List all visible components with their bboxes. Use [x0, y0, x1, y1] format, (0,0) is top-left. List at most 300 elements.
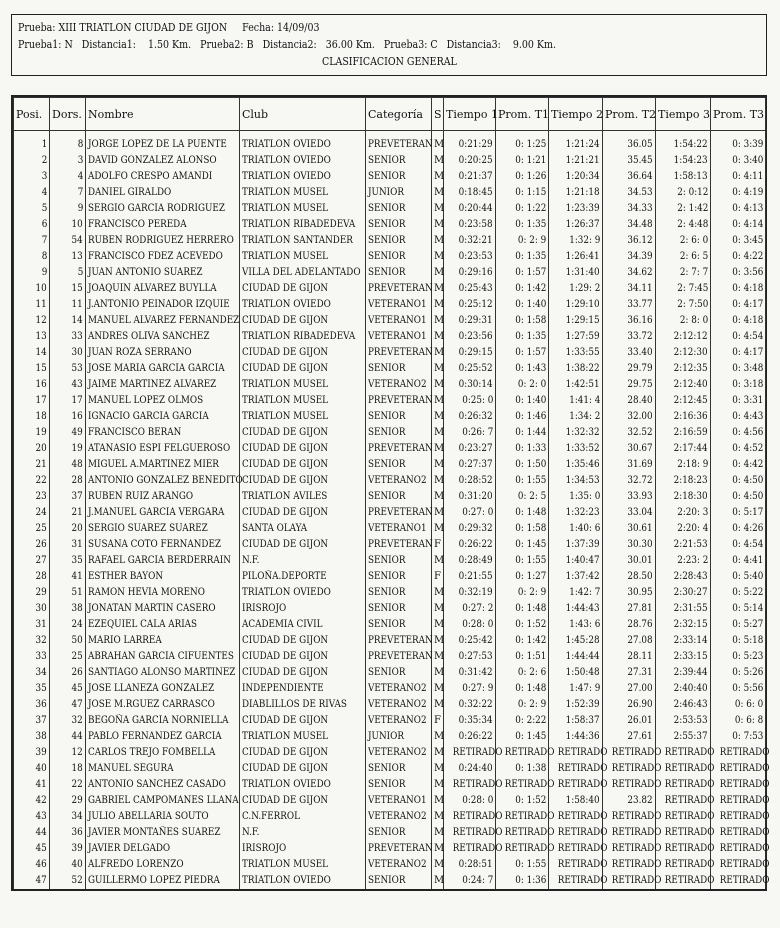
cell-avg-t2: 32.00 — [603, 409, 656, 425]
cell-time2: 1:40:47 — [549, 553, 603, 569]
cell-sex: M — [432, 617, 444, 633]
cell-time3: 2:18:30 — [656, 489, 711, 505]
cell-position: 3 — [14, 169, 50, 185]
cell-avg-t1: 0: 1:21 — [496, 153, 549, 169]
cell-position: 39 — [14, 745, 50, 761]
cell-club: TRIATLON RIBADEDEVA — [240, 329, 366, 345]
cell-category: VETERANO2 — [366, 745, 432, 761]
cell-avg-t1: 0: 1:26 — [496, 169, 549, 185]
cell-avg-t2: 33.40 — [603, 345, 656, 361]
cell-avg-t2: RETIRADO — [603, 809, 656, 825]
cell-name: JOSE LLANEZA GONZALEZ — [86, 681, 240, 697]
cell-name: MARIO LARREA — [86, 633, 240, 649]
cell-time2: 1:50:48 — [549, 665, 603, 681]
cell-avg-t1: 0: 1:40 — [496, 297, 549, 313]
table-row — [14, 441, 766, 457]
cell-avg-t2: RETIRADO — [603, 745, 656, 761]
cell-bib: 41 — [50, 569, 86, 585]
table-row — [14, 345, 766, 361]
cell-avg-t3: 0: 4:17 — [711, 297, 766, 313]
cell-time1: 0:28: 0 — [444, 793, 496, 809]
cell-time3: 2:20: 3 — [656, 505, 711, 521]
cell-time3: 2:32:15 — [656, 617, 711, 633]
cell-name: BEGOÑA GARCIA NORNIELLA — [86, 713, 240, 729]
cell-club: TRIATLON SANTANDER — [240, 233, 366, 249]
cell-time3: 2:46:43 — [656, 697, 711, 713]
cell-avg-t1: 0: 1:36 — [496, 873, 549, 889]
cell-sex: M — [432, 409, 444, 425]
cell-club: TRIATLON OVIEDO — [240, 297, 366, 313]
cell-position: 4 — [14, 185, 50, 201]
cell-avg-t2: RETIRADO — [603, 873, 656, 889]
cell-avg-t2: 27.31 — [603, 665, 656, 681]
cell-club: CIUDAD DE GIJON — [240, 457, 366, 473]
cell-time2: 1:38:22 — [549, 361, 603, 377]
cell-bib: 18 — [50, 761, 86, 777]
cell-position: 1 — [14, 131, 50, 154]
cell-avg-t3: 0: 5:14 — [711, 601, 766, 617]
cell-name: ALFREDO LORENZO — [86, 857, 240, 873]
cell-category: PREVETERAN — [366, 505, 432, 521]
table-row — [14, 713, 766, 729]
cell-avg-t3: 0: 6: 0 — [711, 697, 766, 713]
cell-time3: 2:18: 9 — [656, 457, 711, 473]
cell-time3: 1:58:13 — [656, 169, 711, 185]
cell-time3: 2: 4:48 — [656, 217, 711, 233]
cell-sex: M — [432, 441, 444, 457]
cell-avg-t3: 0: 5:17 — [711, 505, 766, 521]
cell-time1: 0:31:20 — [444, 489, 496, 505]
cell-sex: M — [432, 809, 444, 825]
cell-sex: M — [432, 793, 444, 809]
cell-club: TRIATLON MUSEL — [240, 857, 366, 873]
cell-time1: 0:28:49 — [444, 553, 496, 569]
table-row — [14, 281, 766, 297]
cell-time3: 2:12:35 — [656, 361, 711, 377]
cell-avg-t3: 0: 4:43 — [711, 409, 766, 425]
cell-name: ADOLFO CRESPO AMANDI — [86, 169, 240, 185]
cell-avg-t1: 0: 1:57 — [496, 265, 549, 281]
cell-avg-t1: 0: 2: 9 — [496, 585, 549, 601]
cell-name: GUILLERMO LOPEZ PIEDRA — [86, 873, 240, 889]
cell-avg-t2: 28.50 — [603, 569, 656, 585]
cell-avg-t3: 0: 6: 8 — [711, 713, 766, 729]
cell-avg-t3: 0: 4:54 — [711, 329, 766, 345]
cell-time2: 1:21:21 — [549, 153, 603, 169]
cell-name: RUBEN RODRIGUEZ HERRERO — [86, 233, 240, 249]
cell-bib: 47 — [50, 697, 86, 713]
cell-time1: 0:32:19 — [444, 585, 496, 601]
cell-time3: 1:54:22 — [656, 131, 711, 154]
cell-category: SENIOR — [366, 825, 432, 841]
cell-time1: 0:20:25 — [444, 153, 496, 169]
cell-position: 44 — [14, 825, 50, 841]
cell-club: CIUDAD DE GIJON — [240, 425, 366, 441]
cell-category: SENIOR — [366, 153, 432, 169]
table-row — [14, 537, 766, 553]
cell-time1: 0:29:32 — [444, 521, 496, 537]
cell-position: 27 — [14, 553, 50, 569]
cell-time2: 1:23:39 — [549, 201, 603, 217]
cell-time1: 0:26: 7 — [444, 425, 496, 441]
cell-club: N.F. — [240, 825, 366, 841]
cell-time3: RETIRADO — [656, 809, 711, 825]
cell-position: 16 — [14, 377, 50, 393]
cell-club: TRIATLON OVIEDO — [240, 585, 366, 601]
cell-time1: 0:32:21 — [444, 233, 496, 249]
cell-time2: 1:34:53 — [549, 473, 603, 489]
cell-bib: 29 — [50, 793, 86, 809]
cell-avg-t3: RETIRADO — [711, 857, 766, 873]
cell-sex: M — [432, 153, 444, 169]
cell-time1: 0:23:53 — [444, 249, 496, 265]
cell-avg-t2: 34.53 — [603, 185, 656, 201]
cell-avg-t3: 0: 4:41 — [711, 553, 766, 569]
cell-avg-t1: 0: 1:45 — [496, 537, 549, 553]
cell-category: VETERANO2 — [366, 377, 432, 393]
cell-bib: 54 — [50, 233, 86, 249]
cell-name: JONATAN MARTIN CASERO — [86, 601, 240, 617]
cell-category: SENIOR — [366, 457, 432, 473]
column-header-avg-t3: Prom. T3 — [711, 98, 766, 131]
cell-avg-t2: RETIRADO — [603, 825, 656, 841]
table-row — [14, 201, 766, 217]
cell-time2: 1:29:10 — [549, 297, 603, 313]
table-row — [14, 761, 766, 777]
cell-avg-t1: 0: 1:15 — [496, 185, 549, 201]
cell-club: IRISROJO — [240, 601, 366, 617]
cell-name: JOSE M.RGUEZ CARRASCO — [86, 697, 240, 713]
cell-bib: 51 — [50, 585, 86, 601]
table-header-row — [14, 98, 766, 131]
cell-bib: 14 — [50, 313, 86, 329]
cell-sex: M — [432, 281, 444, 297]
cell-sex: M — [432, 649, 444, 665]
cell-time3: 2:17:44 — [656, 441, 711, 457]
cell-avg-t2: RETIRADO — [603, 841, 656, 857]
cell-time3: RETIRADO — [656, 761, 711, 777]
cell-name: SUSANA COTO FERNANDEZ — [86, 537, 240, 553]
cell-category: SENIOR — [366, 201, 432, 217]
cell-avg-t2: 33.77 — [603, 297, 656, 313]
cell-time3: 2: 6: 0 — [656, 233, 711, 249]
table-row — [14, 857, 766, 873]
cell-time2: 1:26:37 — [549, 217, 603, 233]
cell-avg-t3: 0: 5:22 — [711, 585, 766, 601]
cell-bib: 7 — [50, 185, 86, 201]
table-row — [14, 745, 766, 761]
cell-club: CIUDAD DE GIJON — [240, 745, 366, 761]
cell-time2: 1:32:23 — [549, 505, 603, 521]
cell-time2: 1:29:15 — [549, 313, 603, 329]
cell-bib: 12 — [50, 745, 86, 761]
cell-bib: 17 — [50, 393, 86, 409]
cell-avg-t2: 30.95 — [603, 585, 656, 601]
cell-sex: M — [432, 217, 444, 233]
cell-sex: M — [432, 489, 444, 505]
cell-time3: 2:39:44 — [656, 665, 711, 681]
cell-avg-t1: 0: 1:35 — [496, 329, 549, 345]
cell-avg-t2: 27.08 — [603, 633, 656, 649]
cell-avg-t2: 34.11 — [603, 281, 656, 297]
cell-time2: 1:44:36 — [549, 729, 603, 745]
cell-bib: 10 — [50, 217, 86, 233]
cell-position: 41 — [14, 777, 50, 793]
cell-avg-t3: 0: 5:18 — [711, 633, 766, 649]
cell-time3: 2: 7:50 — [656, 297, 711, 313]
cell-avg-t2: 27.00 — [603, 681, 656, 697]
cell-bib: 45 — [50, 681, 86, 697]
cell-club: TRIATLON AVILES — [240, 489, 366, 505]
cell-club: CIUDAD DE GIJON — [240, 441, 366, 457]
cell-bib: 4 — [50, 169, 86, 185]
cell-avg-t1: 0: 1:45 — [496, 729, 549, 745]
cell-category: SENIOR — [366, 489, 432, 505]
column-header-avg-t1: Prom. T1 — [496, 98, 549, 131]
cell-time2: 1:58:37 — [549, 713, 603, 729]
cell-name: JORGE LOPEZ DE LA PUENTE — [86, 131, 240, 154]
cell-category: VETERANO2 — [366, 809, 432, 825]
cell-avg-t3: 0: 5:23 — [711, 649, 766, 665]
cell-club: SANTA OLAYA — [240, 521, 366, 537]
table-row — [14, 553, 766, 569]
cell-avg-t1: 0: 2: 9 — [496, 233, 549, 249]
cell-sex: M — [432, 697, 444, 713]
table-row — [14, 377, 766, 393]
cell-time3: 2:21:53 — [656, 537, 711, 553]
cell-time2: 1:40: 6 — [549, 521, 603, 537]
cell-name: JOAQUIN ALVAREZ BUYLLA — [86, 281, 240, 297]
cell-category: JUNIOR — [366, 185, 432, 201]
cell-time1: 0:23:27 — [444, 441, 496, 457]
cell-time3: RETIRADO — [656, 777, 711, 793]
cell-name: SANTIAGO ALONSO MARTINEZ — [86, 665, 240, 681]
cell-position: 46 — [14, 857, 50, 873]
cell-sex: M — [432, 777, 444, 793]
cell-time1: 0:25:43 — [444, 281, 496, 297]
cell-avg-t2: 33.93 — [603, 489, 656, 505]
table-row — [14, 777, 766, 793]
cell-club: TRIATLON MUSEL — [240, 185, 366, 201]
cell-avg-t2: RETIRADO — [603, 761, 656, 777]
cell-avg-t2: 34.33 — [603, 201, 656, 217]
cell-avg-t3: 0: 4:18 — [711, 313, 766, 329]
cell-sex: M — [432, 825, 444, 841]
cell-time2: 1:34: 2 — [549, 409, 603, 425]
cell-avg-t1: 0: 1:55 — [496, 473, 549, 489]
cell-bib: 49 — [50, 425, 86, 441]
cell-sex: M — [432, 553, 444, 569]
table-row — [14, 489, 766, 505]
cell-category: SENIOR — [366, 169, 432, 185]
cell-time1: RETIRADO — [444, 825, 496, 841]
cell-time3: RETIRADO — [656, 825, 711, 841]
cell-club: CIUDAD DE GIJON — [240, 361, 366, 377]
table-row — [14, 185, 766, 201]
cell-name: RAMON HEVIA MORENO — [86, 585, 240, 601]
cell-position: 6 — [14, 217, 50, 233]
cell-name: RUBEN RUIZ ARANGO — [86, 489, 240, 505]
cell-avg-t1: 0: 1:42 — [496, 281, 549, 297]
cell-name: JUAN ANTONIO SUAREZ — [86, 265, 240, 281]
cell-club: TRIATLON MUSEL — [240, 201, 366, 217]
cell-club: DIABLILLOS DE RIVAS — [240, 697, 366, 713]
cell-club: ACADEMIA CIVIL — [240, 617, 366, 633]
cell-time2: RETIRADO — [549, 873, 603, 889]
cell-time1: 0:24:40 — [444, 761, 496, 777]
cell-avg-t2: 30.30 — [603, 537, 656, 553]
cell-avg-t3: 0: 4:18 — [711, 281, 766, 297]
cell-club: TRIATLON MUSEL — [240, 409, 366, 425]
table-row — [14, 425, 766, 441]
cell-time1: 0:21:55 — [444, 569, 496, 585]
cell-avg-t3: 0: 3:18 — [711, 377, 766, 393]
cell-name: FRANCISCO PEREDA — [86, 217, 240, 233]
cell-time2: 1:33:52 — [549, 441, 603, 457]
cell-time1: RETIRADO — [444, 777, 496, 793]
cell-position: 18 — [14, 409, 50, 425]
table-row — [14, 601, 766, 617]
cell-position: 21 — [14, 457, 50, 473]
cell-position: 23 — [14, 489, 50, 505]
cell-time3: 2: 1:42 — [656, 201, 711, 217]
cell-sex: M — [432, 361, 444, 377]
cell-time3: 2:18:23 — [656, 473, 711, 489]
cell-time1: 0:25: 0 — [444, 393, 496, 409]
cell-name: JOSE MARIA GARCIA GARCIA — [86, 361, 240, 377]
cell-position: 14 — [14, 345, 50, 361]
cell-bib: 11 — [50, 297, 86, 313]
cell-sex: F — [432, 569, 444, 585]
cell-club: TRIATLON OVIEDO — [240, 777, 366, 793]
cell-club: TRIATLON OVIEDO — [240, 153, 366, 169]
cell-avg-t1: 0: 1:22 — [496, 201, 549, 217]
cell-time2: 1:31:40 — [549, 265, 603, 281]
cell-bib: 5 — [50, 265, 86, 281]
cell-bib: 50 — [50, 633, 86, 649]
cell-category: SENIOR — [366, 569, 432, 585]
column-header-sex: S — [432, 98, 444, 131]
cell-avg-t2: 36.05 — [603, 131, 656, 154]
cell-sex: M — [432, 505, 444, 521]
cell-avg-t2: RETIRADO — [603, 857, 656, 873]
cell-name: MANUEL ALVAREZ FERNANDEZ — [86, 313, 240, 329]
cell-avg-t3: 0: 4:42 — [711, 457, 766, 473]
cell-sex: M — [432, 633, 444, 649]
cell-time2: RETIRADO — [549, 857, 603, 873]
cell-club: TRIATLON MUSEL — [240, 249, 366, 265]
cell-sex: M — [432, 169, 444, 185]
table-row — [14, 457, 766, 473]
cell-avg-t3: 0: 5:56 — [711, 681, 766, 697]
cell-position: 43 — [14, 809, 50, 825]
cell-avg-t2: 28.11 — [603, 649, 656, 665]
table-row — [14, 825, 766, 841]
cell-time1: 0:27:37 — [444, 457, 496, 473]
cell-time2: 1:21:24 — [549, 131, 603, 154]
cell-sex: M — [432, 521, 444, 537]
cell-club: TRIATLON OVIEDO — [240, 169, 366, 185]
table-row — [14, 841, 766, 857]
cell-position: 8 — [14, 249, 50, 265]
cell-avg-t1: 0: 2:22 — [496, 713, 549, 729]
cell-position: 9 — [14, 265, 50, 281]
cell-avg-t2: 30.61 — [603, 521, 656, 537]
cell-name: ANTONIO SANCHEZ CASADO — [86, 777, 240, 793]
cell-club: TRIATLON RIBADEDEVA — [240, 217, 366, 233]
cell-sex: M — [432, 681, 444, 697]
table-row — [14, 809, 766, 825]
cell-avg-t2: 34.62 — [603, 265, 656, 281]
cell-avg-t3: 0: 4:13 — [711, 201, 766, 217]
cell-time2: 1:21:18 — [549, 185, 603, 201]
cell-time1: 0:20:44 — [444, 201, 496, 217]
cell-avg-t3: 0: 4:17 — [711, 345, 766, 361]
cell-position: 11 — [14, 297, 50, 313]
cell-time3: 2:16:59 — [656, 425, 711, 441]
cell-time3: 2:31:55 — [656, 601, 711, 617]
cell-avg-t1: 0: 1:43 — [496, 361, 549, 377]
cell-name: MANUEL LOPEZ OLMOS — [86, 393, 240, 409]
column-header-club: Club — [240, 98, 366, 131]
cell-time3: RETIRADO — [656, 857, 711, 873]
cell-category: SENIOR — [366, 265, 432, 281]
cell-avg-t3: 0: 4:50 — [711, 489, 766, 505]
cell-sex: M — [432, 729, 444, 745]
cell-time2: 1:44:43 — [549, 601, 603, 617]
cell-position: 2 — [14, 153, 50, 169]
cell-time3: 2:33:14 — [656, 633, 711, 649]
table-row — [14, 633, 766, 649]
cell-sex: M — [432, 585, 444, 601]
table-row — [14, 569, 766, 585]
cell-bib: 52 — [50, 873, 86, 889]
cell-category: SENIOR — [366, 425, 432, 441]
cell-avg-t3: RETIRADO — [711, 793, 766, 809]
cell-category: SENIOR — [366, 409, 432, 425]
cell-time3: 1:54:23 — [656, 153, 711, 169]
cell-name: J.ANTONIO PEINADOR IZQUIE — [86, 297, 240, 313]
cell-sex: M — [432, 131, 444, 154]
cell-time1: 0:18:45 — [444, 185, 496, 201]
cell-category: JUNIOR — [366, 729, 432, 745]
cell-time1: 0:21:37 — [444, 169, 496, 185]
cell-bib: 22 — [50, 777, 86, 793]
cell-time3: 2: 8: 0 — [656, 313, 711, 329]
cell-name: SERGIO GARCIA RODRIGUEZ — [86, 201, 240, 217]
cell-bib: 33 — [50, 329, 86, 345]
race-title-line: Prueba: XIII TRIATLON CIUDAD DE GIJON Fecha: 14/09/03 — [18, 21, 320, 34]
cell-time3: 2:12:40 — [656, 377, 711, 393]
cell-time1: RETIRADO — [444, 841, 496, 857]
cell-category: VETERANO1 — [366, 313, 432, 329]
table-row — [14, 505, 766, 521]
cell-category: PREVETERAN — [366, 841, 432, 857]
cell-avg-t3: RETIRADO — [711, 825, 766, 841]
table-row — [14, 681, 766, 697]
cell-time3: 2:55:37 — [656, 729, 711, 745]
cell-position: 38 — [14, 729, 50, 745]
cell-club: CIUDAD DE GIJON — [240, 281, 366, 297]
cell-avg-t1: RETIRADO — [496, 825, 549, 841]
cell-category: PREVETERAN — [366, 131, 432, 154]
cell-position: 42 — [14, 793, 50, 809]
cell-position: 24 — [14, 505, 50, 521]
cell-bib: 44 — [50, 729, 86, 745]
cell-avg-t2: 26.90 — [603, 697, 656, 713]
cell-avg-t2: 30.67 — [603, 441, 656, 457]
cell-time3: 2: 7:45 — [656, 281, 711, 297]
